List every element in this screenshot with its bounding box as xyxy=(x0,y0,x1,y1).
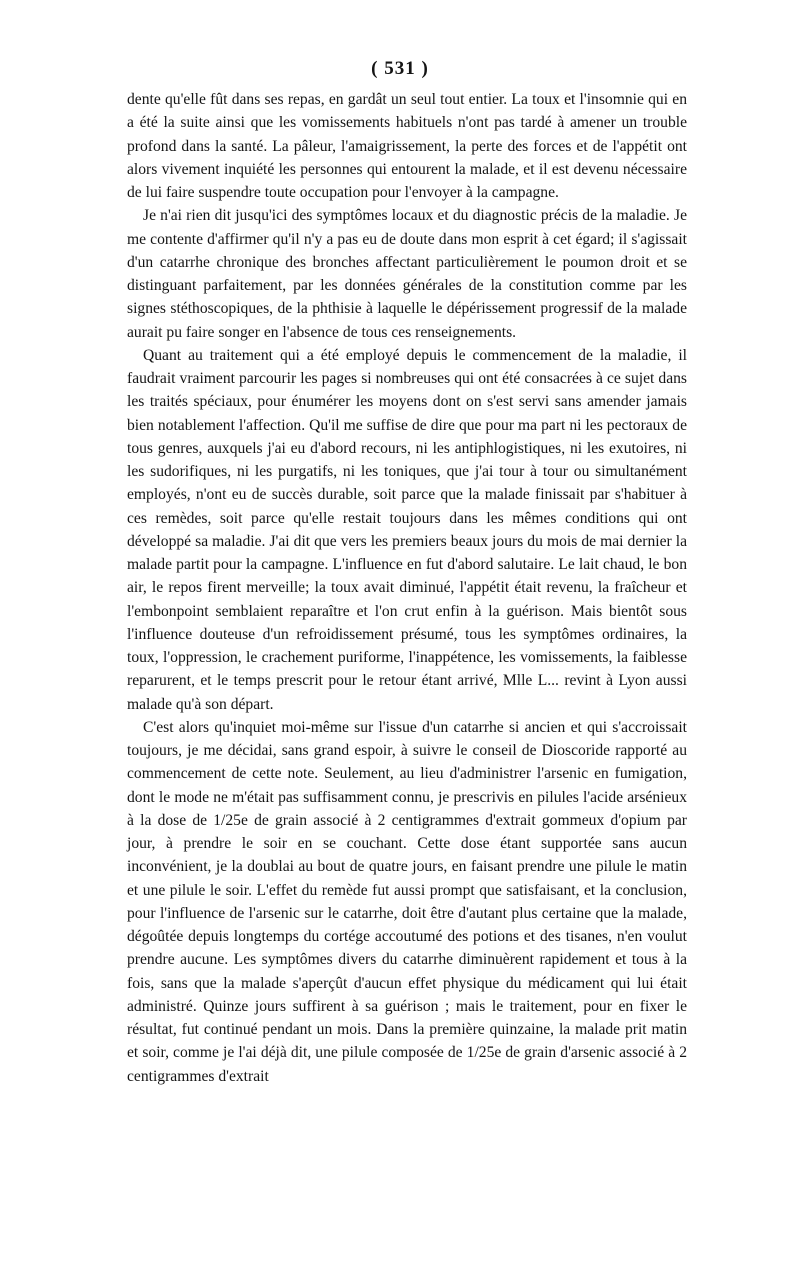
paragraph-treatment: Quant au traitement qui a été employé depuis le commencement de la maladie, il faudrait vraiment parcourir les pages si nombreuses qui ont été consacrées à ce sujet dans les traités spéciaux, pour énumérer les moyens dont on s'est servi sans amender jamais bien notablement l'affection. Qu'il me suffise de dire que pour ma part ni les pectoraux de tous genres, auxquels j'ai eu d'abord recours, ni les antiphlogistiques, ni les exutoires, ni les sudorifiques, ni les purgatifs, ni les toniques, que j'ai tour à tour ou simultanément employés, n'ont eu de succès durable, soit parce que la malade finissait par s'habituer à ces remèdes, soit parce qu'elle restait toujours dans les mêmes conditions qui ont développé sa maladie. J'ai dit que vers les premiers beaux jours du mois de mai dernier la malade partit pour la campagne. L'influence en fut d'abord salutaire. Le lait chaud, le bon air, le repos firent merveille; la toux avait diminué, l'appétit était revenu, la fraîcheur et l'embonpoint semblaient reparaître et l'on crut enfin à la guérison. Mais bientôt sous l'influence douteuse d'un refroidissement présumé, tous les symptômes ordinaires, la toux, l'oppression, le crachement puriforme, l'inappétence, les vomissements, la faiblesse reparurent, et le temps prescrit pour le retour étant arrivé, Mlle L... revint à Lyon aussi malade qu'à son départ. xyxy=(127,346,687,713)
paragraph-arsenic: C'est alors qu'inquiet moi-même sur l'issue d'un catarrhe si ancien et qui s'accroissait toujours, je me décidai, sans grand espoir, à suivre le conseil de Dioscoride rapporté au commencement de cette note. Seulement, au lieu d'administrer l'arsenic en fumigation, dont le mode ne m'était pas suffisamment connu, je prescrivis en pilules l'acide arsénieux à la dose de 1/25e de grain associé à 2 centigrammes d'extrait gommeux d'opium par jour, à prendre le soir en se couchant. Cette dose étant supportée sans aucun inconvénient, je la doublai au bout de quatre jours, en faisant prendre une pilule le matin et une pilule le soir. L'effet du remède fut aussi prompt que satisfaisant, et la conclusion, pour l'influence de l'arsenic sur le catarrhe, doit être d'autant plus certaine que la malade, dégoûtée depuis longtemps du cortége accoutumé des potions et des tisanes, n'en voulut prendre aucune. Les symptômes divers du catarrhe diminuèrent rapidement et tous à la fois, sans que la malade s'aperçût d'aucun effet physique du médicament qui lui était administré. Quinze jours suffirent à sa guérison ; mais le traitement, pour en fixer le résultat, fut continué pendant un mois. Dans la première quinzaine, la malade prit matin et soir, comme je l'ai déjà dit, une pilule composée de 1/25e de grain d'arsenic associé à 2 centigrammes d'extrait xyxy=(127,718,687,1085)
page-number: ( 531 ) xyxy=(371,58,429,79)
paragraph-diagnosis: Je n'ai rien dit jusqu'ici des symptômes locaux et du diagnostic précis de la maladie. Je me contente d'affirmer qu'il n'y a pas eu de doute dans mon esprit à cet égard; il s'agissait d'un catarrhe chronique des bronches affectant particulièrement le poumon droit et se distinguant parfaitement, par les données générales de la constitution comme par les signes stéthoscopiques, de la phthisie à laquelle le dépérissement progressif de la malade aurait pu faire songer en l'absence de tous ces renseignements. xyxy=(127,207,687,341)
body-text xyxy=(127,88,687,1088)
paragraph-continuation: dente qu'elle fût dans ses repas, en gardât un seul tout entier. La toux et l'insomnie qui en a été la suite ainsi que les vomissements habituels n'ont pas tardé à amener un trouble profond dans la santé. La pâleur, l'amaigrissement, la perte des forces et de l'appétit ont alors vivement inquiété les personnes qui entourent la malade, et il est devenu nécessaire de lui faire suspendre toute occupation pour l'envoyer à la campagne. xyxy=(127,91,687,201)
